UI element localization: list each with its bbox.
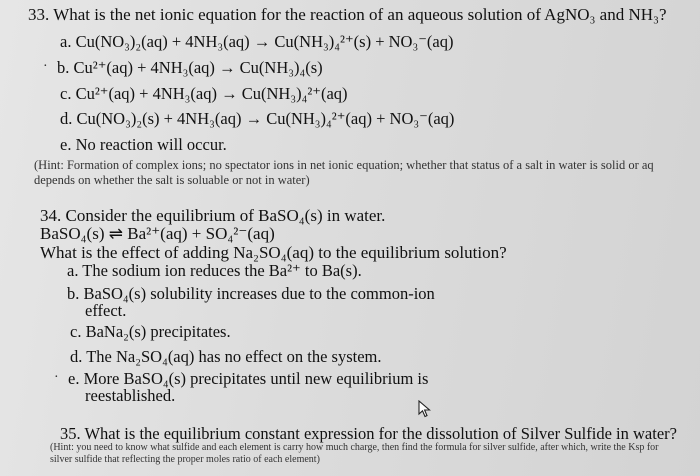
q33-hint-line1: (Hint: Formation of complex ions; no spectator ions in net ionic equation; whether that status of a salt in water is solid or aq <box>34 158 654 172</box>
q33-option-c[interactable]: c. Cu²⁺(aq) + 4NH₃(aq) → Cu(NH₃)₄²⁺(aq) <box>60 84 348 103</box>
q34-option-d[interactable]: d. The Na₂SO₄(aq) has no effect on the system. <box>70 347 382 366</box>
q34-option-c[interactable]: c. BaNa₂(s) precipitates. <box>70 322 231 341</box>
q34-option-b[interactable]: b. BaSO₄(s) solubility increases due to the common-ion <box>67 284 435 303</box>
q34-option-b-cont: effect. <box>85 301 127 320</box>
q35-hint-line1: (Hint: you need to know what sulfide and each element is carry how much charge, then find the formula for silver sulfide, after which, write the Ksp for <box>50 442 659 453</box>
q35-hint-line2: silver sulfide that reflecting the proper moles ratio of each element) <box>50 454 320 465</box>
bullet-marker: · <box>43 59 48 74</box>
q33-option-d[interactable]: d. Cu(NO₃)₂(s) + 4NH₃(aq) → Cu(NH₃)₄²⁺(aq) + NO₃⁻(aq) <box>60 109 455 128</box>
q34-option-e-cont: reestablished. <box>85 386 176 405</box>
q34-prompt: What is the effect of adding Na₂SO₄(aq) to the equilibrium solution? <box>40 243 507 262</box>
q34-question: 34. Consider the equilibrium of BaSO₄(s) in water. <box>40 206 386 225</box>
q34-option-e[interactable]: e. More BaSO₄(s) precipitates until new equilibrium is <box>68 369 429 388</box>
q33-option-b[interactable]: b. Cu²⁺(aq) + 4NH₃(aq) → Cu(NH₃)₄(s) <box>57 58 323 77</box>
q33-question: 33. What is the net ionic equation for the reaction of an aqueous solution of AgNO₃ and NH₃? <box>28 5 667 24</box>
q34-equation: BaSO₄(s) ⇌ Ba²⁺(aq) + SO₄²⁻(aq) <box>40 224 275 243</box>
q33-option-a[interactable]: a. Cu(NO₃)₂(aq) + 4NH₃(aq) → Cu(NH₃)₄²⁺(s) + NO₃⁻(aq) <box>60 32 454 51</box>
q34-option-a[interactable]: a. The sodium ion reduces the Ba²⁺ to Ba(s). <box>67 261 362 280</box>
bullet-marker: · <box>54 370 59 385</box>
q35-question: 35. What is the equilibrium constant expression for the dissolution of Silver Sulfide in water? <box>60 424 677 443</box>
q33-option-e[interactable]: e. No reaction will occur. <box>60 135 227 154</box>
mouse-pointer-icon <box>418 400 432 418</box>
q33-hint-line2: depends on whether the salt is soluable or not in water) <box>34 173 310 187</box>
